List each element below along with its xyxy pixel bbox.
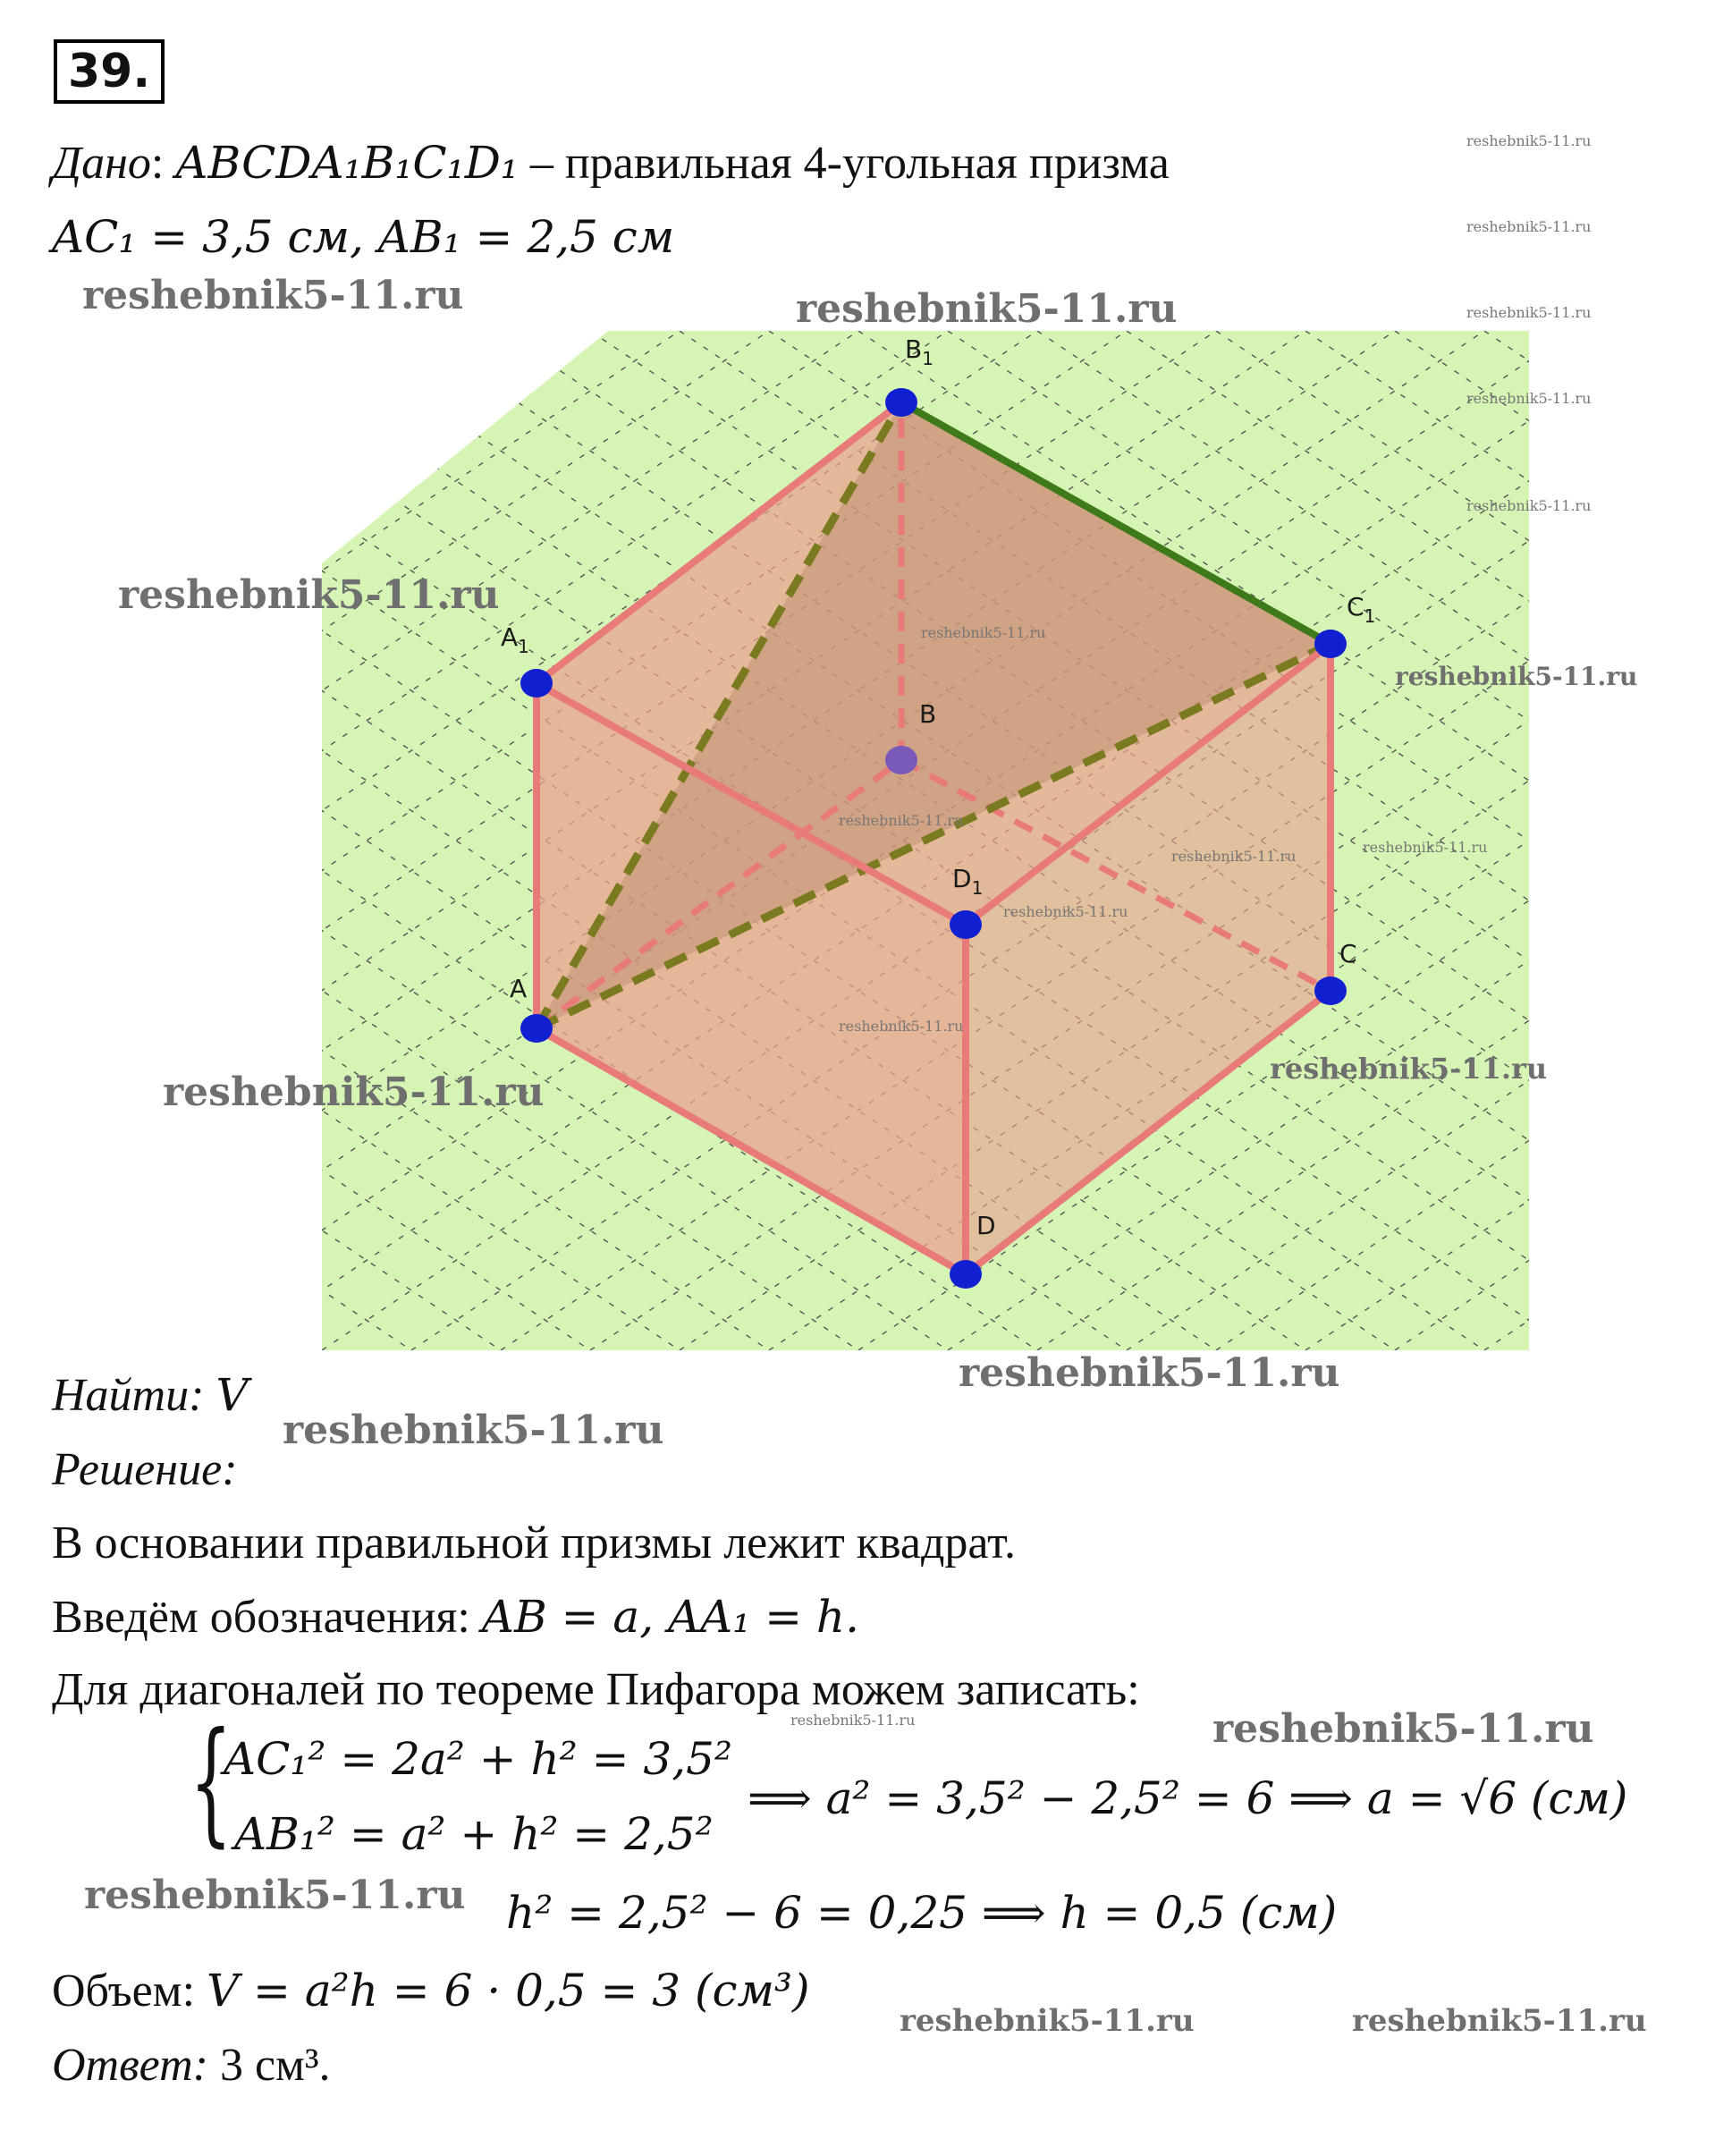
answer-line: Ответ: 3 см³. xyxy=(52,2040,331,2091)
watermark: reshebnik5-11.ru xyxy=(1466,132,1592,149)
watermark: reshebnik5-11.ru xyxy=(839,812,964,829)
watermark: reshebnik5-11.ru xyxy=(1466,497,1592,514)
watermark: reshebnik5-11.ru xyxy=(118,572,500,618)
label-a: A xyxy=(510,974,528,1003)
watermark: reshebnik5-11.ru xyxy=(1003,903,1128,920)
result-h: h² = 2,5² − 6 = 0,25 ⟹ h = 0,5 (см) xyxy=(506,1887,1338,1939)
vertex-a xyxy=(520,1014,553,1043)
vertex-b xyxy=(885,746,917,774)
vertex-a1 xyxy=(520,669,553,698)
label-a1: $A_1$ xyxy=(501,622,529,657)
watermark: reshebnik5-11.ru xyxy=(839,1018,964,1035)
watermark: reshebnik5-11.ru xyxy=(1171,848,1297,865)
label-c: C xyxy=(1339,939,1357,968)
system-equation-1: AC₁² = 2a² + h² = 3,5² xyxy=(224,1733,732,1785)
solution-heading: Решение: xyxy=(52,1444,238,1495)
given-line: Дано: ABCDA₁B₁C₁D₁ – правильная 4-угольная призма xyxy=(52,137,1170,189)
given-values: AC₁ = 3,5 см, AB₁ = 2,5 см xyxy=(52,211,675,263)
find-line: Найти: V xyxy=(52,1369,249,1421)
prism-name: ABCDA₁B₁C₁D₁ xyxy=(175,137,519,189)
label-d1: $D_1$ xyxy=(952,864,984,899)
system-equation-2: AB₁² = a² + h² = 2,5² xyxy=(234,1808,714,1860)
watermark: reshebnik5-11.ru xyxy=(1395,662,1638,691)
system-brace: { xyxy=(190,1704,232,1860)
given-label: Дано xyxy=(52,138,151,189)
prism-figure xyxy=(322,331,1529,1350)
vertex-d xyxy=(950,1260,982,1289)
watermark: reshebnik5-11.ru xyxy=(82,273,464,318)
answer-label: Ответ xyxy=(52,2040,193,2091)
solution-line-1: В основании правильной призмы лежит квадрат. xyxy=(52,1518,1016,1568)
watermark: reshebnik5-11.ru xyxy=(1270,1052,1548,1086)
find-label: Найти xyxy=(52,1370,190,1421)
volume-line xyxy=(52,1964,810,2018)
watermark: reshebnik5-11.ru xyxy=(1466,390,1592,407)
watermark: reshebnik5-11.ru xyxy=(921,624,1046,641)
prism-description: – правильная 4-угольная призма xyxy=(529,138,1170,189)
watermark: reshebnik5-11.ru xyxy=(1363,839,1488,856)
watermark: reshebnik5-11.ru xyxy=(1212,1706,1594,1752)
watermark: reshebnik5-11.ru xyxy=(1466,218,1592,235)
label-b1: $B_1$ xyxy=(905,334,934,369)
vertex-c1 xyxy=(1314,630,1347,658)
solution-line-3: Для диагоналей по теореме Пифагора можем записать: xyxy=(52,1664,1140,1715)
solution-label: Решение xyxy=(52,1444,223,1495)
answer-value: 3 см³. xyxy=(219,2040,331,2091)
volume-label: Объем: xyxy=(52,1966,207,2016)
watermark: reshebnik5-11.ru xyxy=(1466,304,1592,321)
find-value: V xyxy=(215,1369,249,1421)
watermark: reshebnik5-11.ru xyxy=(900,2003,1195,2039)
vertex-d1 xyxy=(950,910,982,939)
label-d: D xyxy=(976,1211,996,1240)
watermark: reshebnik5-11.ru xyxy=(790,1712,916,1729)
watermark: reshebnik5-11.ru xyxy=(283,1408,664,1453)
notation-math: AB = a, AA₁ = h. xyxy=(481,1591,860,1643)
watermark: reshebnik5-11.ru xyxy=(84,1873,466,1918)
vertex-b1 xyxy=(885,388,917,417)
watermark: reshebnik5-11.ru xyxy=(1352,2003,1647,2039)
label-c1: $C_1$ xyxy=(1347,592,1376,627)
problem-number: 39. xyxy=(54,39,165,104)
watermark: reshebnik5-11.ru xyxy=(959,1350,1340,1396)
solution-line-2: Введём обозначения: AB = a, AA₁ = h. xyxy=(52,1591,860,1643)
watermark: reshebnik5-11.ru xyxy=(796,286,1178,332)
watermark: reshebnik5-11.ru xyxy=(163,1070,545,1115)
result-a: ⟹ a² = 3,5² − 2,5² = 6 ⟹ a = √6 (см) xyxy=(748,1772,1628,1824)
label-b: B xyxy=(919,699,937,729)
volume-math: V = a²h = 6 · 0,5 = 3 (см³) xyxy=(207,1965,810,2016)
vertex-c xyxy=(1314,977,1347,1005)
